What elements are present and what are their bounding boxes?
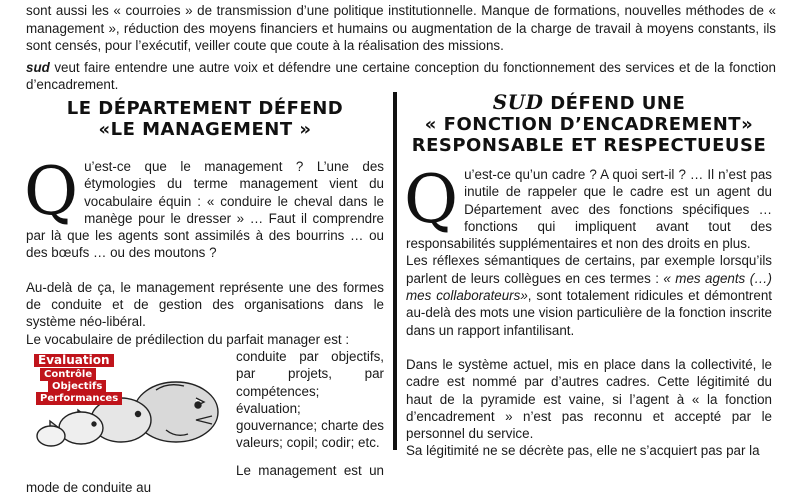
badge-objectifs: Objectifs — [48, 380, 106, 393]
right-paragraph-2-b: , sont totalement ridicules et démontrent au-delà des mots une vision particulière de la fonction inscrite dans un rapport infantilisant. — [406, 288, 772, 338]
left-paragraph-4: Le management est un mode de conduite au — [26, 462, 384, 496]
column-divider — [393, 92, 397, 450]
left-column — [26, 98, 384, 496]
right-paragraph-2-a: Les réflexes sémantiques de certains, par exemple lorsqu’ils parlent de leurs collègues en ces termes : — [406, 253, 772, 286]
badge-controle: Contrôle — [40, 368, 96, 381]
right-heading — [406, 92, 772, 156]
left-heading-line-2: «LE MANAGEMENT » — [98, 119, 312, 140]
right-paragraph-2-em: « mes agents (…) mes collaborateurs» — [406, 270, 773, 304]
badge-evaluation: Evaluation — [34, 354, 114, 367]
intro-text — [26, 2, 776, 94]
right-heading-line-2: « FONCTION D’ENCADREMENT» — [424, 114, 754, 135]
left-paragraph-1-text: u’est-ce que le management ? L’une des étymologies du terme management vient du vocabulaire équin : « conduire le cheval dans le manège pour le dresser » … Faut il comprendre par là que les agents sont assimilés à des bourrins … ou des bœufs … ou des moutons ? — [26, 159, 384, 261]
left-paragraph-2: Au-delà de ça, le management représente une des formes de conduite et de gestion des organisations dans le système néo-libéral. — [26, 279, 384, 330]
right-column — [406, 92, 772, 460]
right-paragraph-1 — [404, 161, 772, 252]
right-heading-line-1 — [406, 92, 772, 114]
right-heading-sud: SUD — [492, 90, 544, 114]
right-paragraph-4: Sa légitimité ne se décrète pas, elle ne s’acquiert pas par la — [406, 443, 760, 459]
left-paragraph-3-intro: Le vocabulaire de prédilection du parfait manager est : — [26, 331, 350, 347]
right-heading-line-1-text: DÉFEND UNE — [543, 93, 686, 114]
right-paragraph-3: Dans le système actuel, mis en place dans la collectivité, le cadre est nommé par d’autres cadres. Cette légitimité du haut de la pyramide est vaine, si l’agent à « la fonction d’encadrement » n’est pas reconnu et accepté par le personnel du service. — [406, 356, 772, 442]
intro-paragraph-1: sont aussi les « courroies » de transmission d’une politique institutionnelle. Manque de formations, nouvelles méthodes de « management », réduction des moyens financiers et humains ou augmentation de la charge de travail à moyens constants, ils sont censés, pour l’exécutif, veiller coute que coute à la réalisation des missions. — [26, 3, 776, 53]
piranha-illustration — [26, 350, 226, 468]
right-dropcap: Q — [404, 161, 459, 238]
right-paragraph-2 — [406, 252, 772, 338]
left-paragraph-3: conduite par objectifs, par projets, par compétences; évaluation; gouvernance; charte des valeurs; copil; codir; etc. — [236, 348, 384, 451]
left-heading-line-1: LE DÉPARTEMENT DÉFEND — [66, 98, 344, 119]
badge-performances: Performances — [36, 392, 122, 405]
right-heading-line-3: RESPONSABLE ET RESPECTUEUSE — [411, 135, 767, 156]
left-dropcap: Q — [24, 153, 79, 230]
left-paragraph-1 — [24, 153, 384, 262]
left-heading — [26, 98, 384, 140]
right-paragraph-1-text: u’est-ce qu’un cadre ? A quoi sert-il ? … Il n’est pas inutile de rappeler que le cadre est un agent du Département avec des fonctions spécifiques … fonctions qui impliquent avant tout des responsabilités supplémentaires et non des droits en plus. — [406, 167, 772, 252]
sud-word: sud — [26, 59, 50, 75]
intro-paragraph-2 — [26, 59, 776, 94]
intro-paragraph-2-text: veut faire entendre une autre voix et défendre une certaine conception du fonctionnement des services et de la fonction d’encadrement. — [26, 59, 776, 92]
